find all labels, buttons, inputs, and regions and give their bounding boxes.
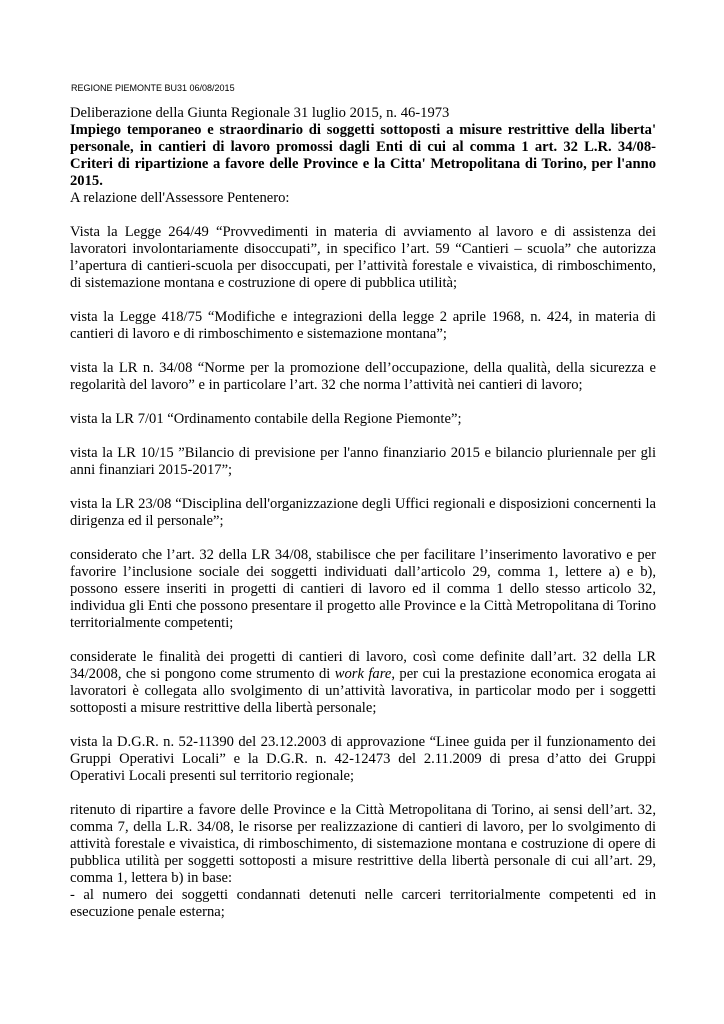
- paragraph-legge-418: vista la Legge 418/75 “Modifiche e integrazioni della legge 2 aprile 1968, n. 424, in materia di cantieri di lavoro e di rimboschimento e sistemazione montana”;: [70, 309, 656, 342]
- paragraph-lr-34-08: vista la LR n. 34/08 “Norme per la promozione dell’occupazione, della qualità, della sicurezza e regolarità del lavoro” e in particolare l’art. 32 che norma l’attività nei cantieri di lavoro;: [70, 360, 656, 393]
- deliberation-subject: Impiego temporaneo e straordinario di soggetti sottoposti a misure restrittive della liberta' personale, in cantieri di lavoro promossi dagli Enti di cui al comma 1 art. 32 L.R. 34/08- Criteri di ripartizione a favore delle Province e la Citta' Metropolitana di Torino, per l'anno 2015.: [70, 122, 656, 189]
- paragraph-dgr: vista la D.G.R. n. 52-11390 del 23.12.2003 di approvazione “Linee guida per il funzionamento dei Gruppi Operativi Locali” e la D.G.R. n. 42-12473 del 2.11.2009 di presa d’atto dei Gruppi Operativi Locali presenti sul territorio regionale;: [70, 734, 656, 784]
- paragraph-considerato: considerato che l’art. 32 della LR 34/08, stabilisce che per facilitare l’inserimento lavorativo e per favorire l’inclusione sociale dei soggetti individuati dall’articolo 29, comma 1, lettere a) e b), possono essere inseriti in progetti di cantieri di lavoro ed il comma 1 dello stesso articolo 32, individua gli Enti che possono presentare il progetto alle Province e la Città Metropolitana di Torino territorialmente competenti;: [70, 547, 656, 631]
- paragraph-lr-23-08: vista la LR 23/08 “Disciplina dell'organizzazione degli Uffici regionali e disposizioni concernenti la dirigenza ed il personale”;: [70, 496, 656, 529]
- bulletin-header: REGIONE PIEMONTE BU31 06/08/2015: [71, 83, 235, 93]
- paragraph-considerate-text-2: , per cui la prestazione economica erogata ai lavoratori è collegata allo svolgimento di un’attività lavorativa, in particolar modo per i soggetti sottoposti a misure restrittive della libertà personale;: [70, 666, 656, 716]
- paragraph-lr-7-01: vista la LR 7/01 “Ordinamento contabile della Regione Piemonte”;: [70, 411, 462, 427]
- work-fare-term: work fare: [334, 666, 392, 682]
- paragraph-ritenuto: ritenuto di ripartire a favore delle Province e la Città Metropolitana di Torino, ai sensi dell’art. 32, comma 7, della L.R. 34/08, le risorse per realizzazione di cantieri di lavoro, per lo svolgimento di attività forestale e vivaistica, di rimboschimento, di sistemazione montana e costruzione di opere di pubblica utilità per soggetti sottoposti a misure restrittive della libertà personale di cui all’art. 29, comma 1, lettera b) in base:: [70, 802, 656, 886]
- list-item-condannati: - al numero dei soggetti condannati detenuti nelle carceri territorialmente competenti ed in esecuzione penale esterna;: [70, 887, 656, 920]
- intro-paragraph: A relazione dell'Assessore Pentenero:: [70, 190, 290, 206]
- deliberation-title: Deliberazione della Giunta Regionale 31 luglio 2015, n. 46-1973: [70, 105, 450, 121]
- paragraph-considerate: [70, 649, 656, 717]
- document-body: [70, 105, 656, 921]
- paragraph-lr-10-15: vista la LR 10/15 ”Bilancio di previsione per l'anno finanziario 2015 e bilancio pluriennale per gli anni finanziari 2015-2017”;: [70, 445, 656, 478]
- paragraph-legge-264: Vista la Legge 264/49 “Provvedimenti in materia di avviamento al lavoro e di assistenza dei lavoratori involontariamente disoccupati”, in specifico l’art. 59 “Cantieri – scuola” che autorizza l’apertura di cantieri-scuola per disoccupati, per l’attività forestale e vivaistica, di rimboschimento, di sistemazione montana e costruzione di opere di pubblica utilità;: [70, 224, 656, 291]
- paragraph-considerate-text-1: considerate le finalità dei progetti di cantieri di lavoro, così come definite dall’art. 32 della LR 34/2008, che si pongono come strumento di: [70, 649, 656, 682]
